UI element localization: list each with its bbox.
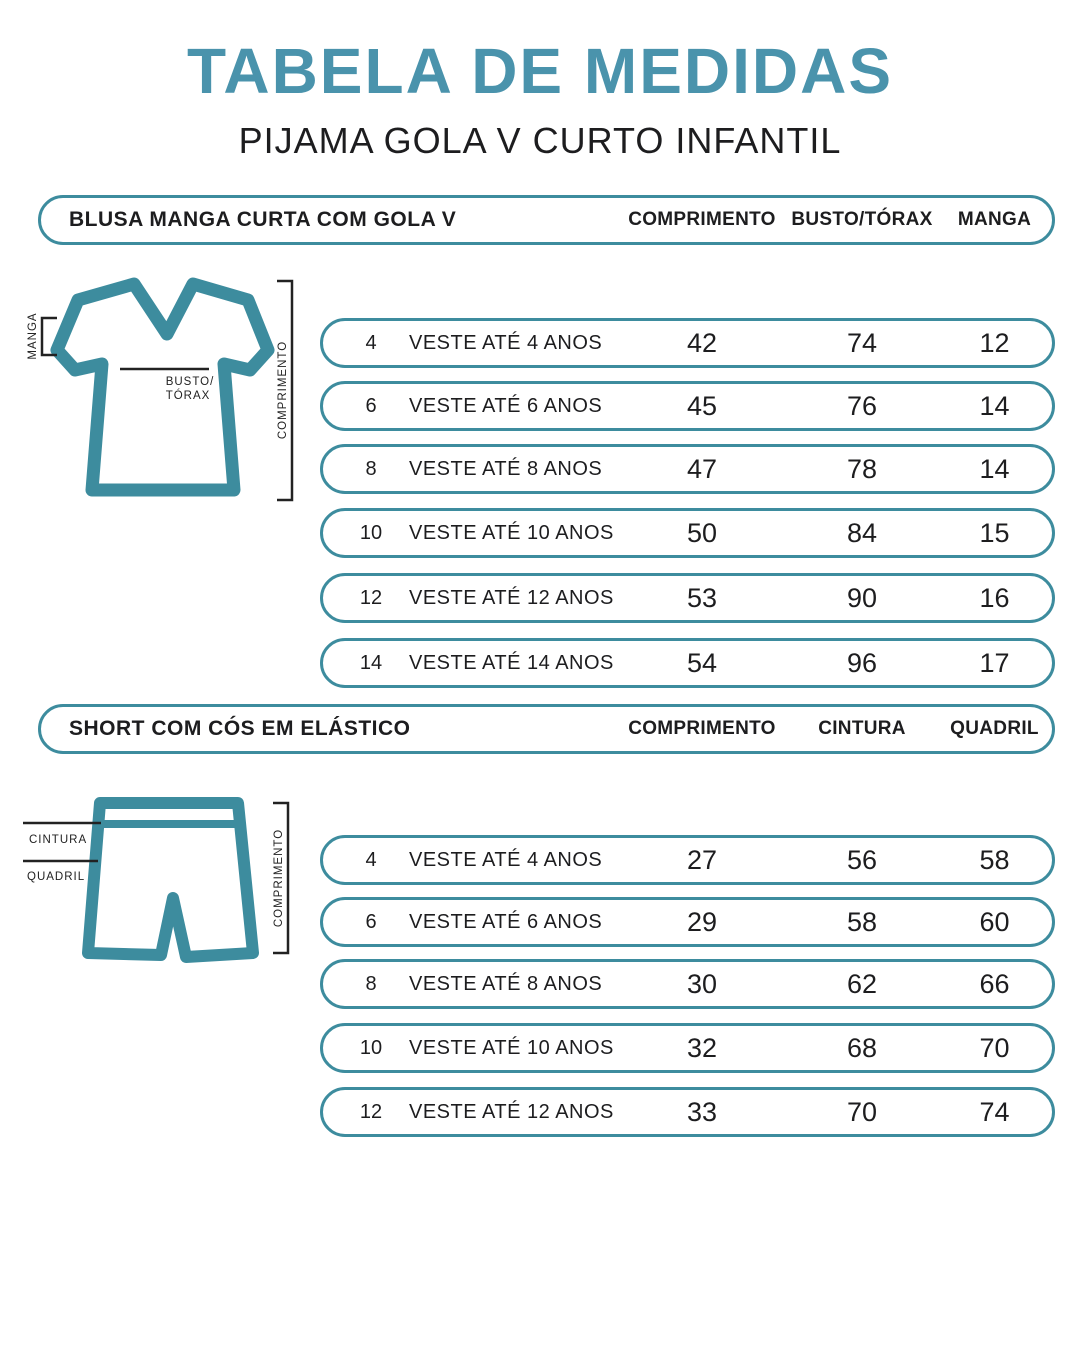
measure-quadril: 74 bbox=[979, 1096, 1010, 1127]
waist-measure-label: CINTURA bbox=[29, 834, 88, 846]
size-row-blusa-10 bbox=[320, 508, 1055, 558]
size-row-blusa-6 bbox=[320, 381, 1055, 431]
size-value: 12 bbox=[359, 1100, 383, 1123]
size-description: VESTE ATÉ 12 ANOS bbox=[409, 1100, 614, 1123]
size-row-blusa-8 bbox=[320, 444, 1055, 494]
measure-comprimento: 54 bbox=[686, 647, 718, 678]
size-value: 4 bbox=[365, 331, 377, 354]
size-description: VESTE ATÉ 12 ANOS bbox=[409, 586, 614, 609]
size-row-short-8 bbox=[320, 959, 1055, 1009]
measure-comprimento: 33 bbox=[686, 1096, 718, 1127]
size-row-short-12 bbox=[320, 1087, 1055, 1137]
column-header-manga: MANGA bbox=[957, 209, 1032, 230]
size-row-short-6 bbox=[320, 897, 1055, 947]
size-description: VESTE ATÉ 10 ANOS bbox=[409, 521, 614, 544]
measure-manga: 14 bbox=[979, 453, 1010, 484]
length-measure-label: COMPRIMENTO bbox=[277, 340, 289, 440]
length-measure-label: COMPRIMENTO bbox=[273, 828, 285, 928]
measure-cintura: 56 bbox=[846, 844, 878, 875]
size-row-blusa-14 bbox=[320, 638, 1055, 688]
size-row-blusa-4 bbox=[320, 318, 1055, 368]
size-value: 14 bbox=[359, 651, 383, 674]
measure-quadril: 58 bbox=[979, 844, 1010, 875]
page-title: TABELA DE MEDIDAS bbox=[187, 35, 893, 107]
size-description: VESTE ATÉ 6 ANOS bbox=[409, 394, 603, 417]
section-title: SHORT COM CÓS EM ELÁSTICO bbox=[69, 717, 411, 740]
measure-manga: 14 bbox=[979, 390, 1010, 421]
size-value: 8 bbox=[365, 972, 377, 995]
size-value: 6 bbox=[365, 910, 377, 933]
size-value: 4 bbox=[365, 848, 377, 871]
measure-comprimento: 30 bbox=[686, 968, 718, 999]
measure-cintura: 68 bbox=[846, 1032, 878, 1063]
size-value: 8 bbox=[365, 457, 377, 480]
measure-manga: 15 bbox=[979, 517, 1010, 548]
section-header-blusa bbox=[38, 195, 1055, 245]
column-header-comprimento: COMPRIMENTO bbox=[628, 209, 776, 230]
measure-busto-torax: 76 bbox=[846, 390, 878, 421]
measure-quadril: 66 bbox=[979, 968, 1010, 999]
section-header-short bbox=[38, 704, 1055, 754]
tshirt-diagram bbox=[20, 268, 312, 518]
column-header-comprimento: COMPRIMENTO bbox=[628, 718, 776, 739]
size-description: VESTE ATÉ 14 ANOS bbox=[409, 651, 614, 674]
tshirt-icon bbox=[57, 284, 268, 490]
size-value: 12 bbox=[359, 586, 383, 609]
column-header-quadril: QUADRIL bbox=[950, 718, 1039, 739]
section-title: BLUSA MANGA CURTA COM GOLA V bbox=[69, 208, 457, 231]
measure-cintura: 58 bbox=[846, 906, 878, 937]
measure-comprimento: 53 bbox=[686, 582, 718, 613]
size-description: VESTE ATÉ 10 ANOS bbox=[409, 1036, 614, 1059]
measure-busto-torax: 90 bbox=[846, 582, 878, 613]
size-value: 10 bbox=[359, 521, 383, 544]
size-row-short-10 bbox=[320, 1023, 1055, 1073]
column-header-busto-torax: BUSTO/TÓRAX bbox=[791, 209, 933, 230]
measure-manga: 16 bbox=[979, 582, 1010, 613]
measure-busto-torax: 84 bbox=[846, 517, 878, 548]
measure-manga: 12 bbox=[979, 327, 1010, 358]
column-header-cintura: CINTURA bbox=[818, 718, 906, 739]
size-row-blusa-12 bbox=[320, 573, 1055, 623]
sleeve-measure-label: MANGA bbox=[27, 312, 39, 360]
shorts-diagram bbox=[15, 790, 305, 975]
measure-comprimento: 32 bbox=[686, 1032, 718, 1063]
measure-busto-torax: 78 bbox=[846, 453, 878, 484]
measure-comprimento: 42 bbox=[686, 327, 718, 358]
size-value: 6 bbox=[365, 394, 377, 417]
size-row-short-4 bbox=[320, 835, 1055, 885]
page-subtitle: PIJAMA GOLA V CURTO INFANTIL bbox=[238, 120, 842, 161]
hip-measure-label: QUADRIL bbox=[27, 871, 86, 883]
chest-measure-label-line2: TÓRAX bbox=[165, 390, 211, 402]
measure-comprimento: 50 bbox=[686, 517, 718, 548]
measure-manga: 17 bbox=[979, 647, 1010, 678]
measure-comprimento: 27 bbox=[686, 844, 718, 875]
measure-busto-torax: 96 bbox=[846, 647, 878, 678]
measure-comprimento: 29 bbox=[686, 906, 718, 937]
measure-quadril: 60 bbox=[979, 906, 1010, 937]
measure-comprimento: 47 bbox=[686, 453, 718, 484]
size-description: VESTE ATÉ 4 ANOS bbox=[409, 331, 603, 354]
measure-cintura: 70 bbox=[846, 1096, 878, 1127]
measure-comprimento: 45 bbox=[686, 390, 718, 421]
chest-measure-label-line1: BUSTO/ bbox=[165, 376, 215, 388]
measure-cintura: 62 bbox=[846, 968, 878, 999]
measure-quadril: 70 bbox=[979, 1032, 1010, 1063]
size-value: 10 bbox=[359, 1036, 383, 1059]
size-description: VESTE ATÉ 8 ANOS bbox=[409, 457, 603, 480]
size-description: VESTE ATÉ 6 ANOS bbox=[409, 910, 603, 933]
measure-busto-torax: 74 bbox=[846, 327, 878, 358]
size-description: VESTE ATÉ 4 ANOS bbox=[409, 848, 603, 871]
size-description: VESTE ATÉ 8 ANOS bbox=[409, 972, 603, 995]
